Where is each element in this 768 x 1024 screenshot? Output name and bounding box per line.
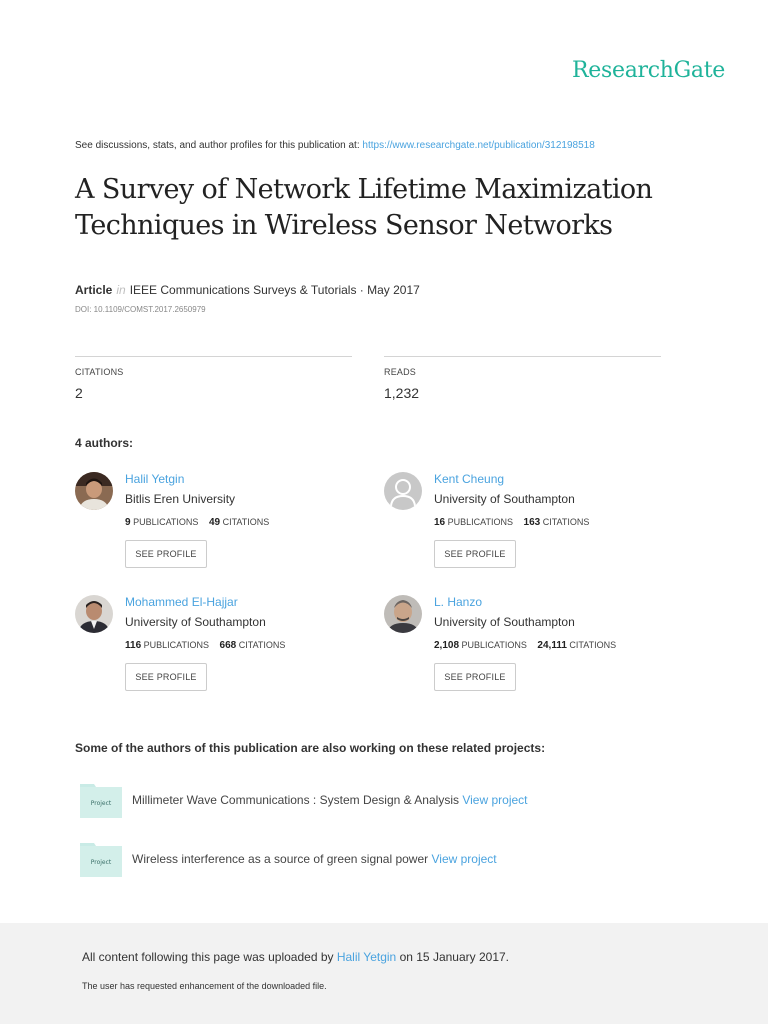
default-avatar-icon <box>384 472 422 510</box>
project-title: Wireless interference as a source of green signal power <box>132 852 429 866</box>
author-institution: Bitlis Eren University <box>125 492 236 506</box>
author-institution: University of Southampton <box>125 615 266 629</box>
citations-count: 24,111 <box>537 640 567 651</box>
uploader-link[interactable]: Halil Yetgin <box>336 950 397 964</box>
citations-value: 2 <box>75 385 83 401</box>
reads-value: 1,232 <box>384 385 420 401</box>
author-stats <box>434 640 616 651</box>
upload-prefix: All content following this page was uploaded by <box>82 950 334 964</box>
see-profile-button[interactable]: SEE PROFILE <box>125 663 207 691</box>
avatar[interactable] <box>75 472 113 510</box>
publications-label: PUBLICATIONS <box>461 640 527 650</box>
author-card <box>75 595 375 705</box>
author-institution: University of Southampton <box>434 615 575 629</box>
reads-label: READS <box>384 367 417 377</box>
publication-type: Article <box>75 283 113 297</box>
view-project-link[interactable]: View project <box>462 793 528 807</box>
citations-label: CITATIONS <box>222 517 270 527</box>
publications-count: 9 <box>125 517 131 528</box>
author-name[interactable]: Kent Cheung <box>434 472 505 486</box>
publication-link[interactable]: https://www.researchgate.net/publication/312198518 <box>362 140 595 151</box>
citations-label: CITATIONS <box>75 367 124 377</box>
citations-count: 668 <box>219 640 237 651</box>
author-card <box>384 472 684 582</box>
upload-suffix: on 15 January 2017. <box>399 950 509 964</box>
upload-footer <box>0 923 768 1024</box>
author-photo-icon <box>75 472 113 510</box>
researchgate-logo[interactable]: ResearchGate <box>572 58 725 83</box>
citations-label: CITATIONS <box>238 640 286 650</box>
folder-label: Project <box>90 859 112 866</box>
citations-label: CITATIONS <box>542 517 590 527</box>
folder-label: Project <box>90 800 112 807</box>
author-card <box>384 595 684 705</box>
publications-label: PUBLICATIONS <box>133 517 199 527</box>
project-item <box>80 841 680 877</box>
project-text <box>132 852 497 866</box>
author-card <box>75 472 375 582</box>
discussion-line <box>75 140 595 151</box>
publications-label: PUBLICATIONS <box>143 640 210 650</box>
author-photo-icon <box>384 595 422 633</box>
publications-count: 116 <box>125 640 142 651</box>
request-note: The user has requested enhancement of the downloaded file. <box>82 981 327 991</box>
upload-info <box>82 950 509 964</box>
project-folder-icon <box>80 841 122 877</box>
publication-meta <box>75 283 420 297</box>
citations-count: 49 <box>208 517 221 528</box>
project-item <box>80 782 680 818</box>
avatar[interactable] <box>384 472 422 510</box>
reads-divider <box>384 356 661 357</box>
author-stats <box>125 640 285 651</box>
project-text <box>132 793 528 807</box>
author-photo-icon <box>75 595 113 633</box>
citations-label: CITATIONS <box>569 640 617 650</box>
publication-doi: DOI: 10.1109/COMST.2017.2650979 <box>75 305 206 314</box>
publications-count: 2,108 <box>434 640 460 651</box>
avatar[interactable] <box>75 595 113 633</box>
citations-divider <box>75 356 352 357</box>
author-institution: University of Southampton <box>434 492 575 506</box>
view-project-link[interactable]: View project <box>431 852 497 866</box>
in-word: in <box>116 283 126 297</box>
author-stats <box>434 517 589 528</box>
discussion-text: See discussions, stats, and author profiles for this publication at: <box>75 140 360 151</box>
author-name[interactable]: Halil Yetgin <box>125 472 185 486</box>
publication-venue[interactable]: IEEE Communications Surveys & Tutorials · May 2017 <box>129 283 420 297</box>
project-folder-icon <box>80 782 122 818</box>
see-profile-button[interactable]: SEE PROFILE <box>434 540 516 568</box>
project-title: Millimeter Wave Communications : System Design & Analysis <box>132 793 459 807</box>
publications-label: PUBLICATIONS <box>447 517 513 527</box>
publication-title: A Survey of Network Lifetime Maximization Techniques in Wireless Sensor Networks <box>75 174 653 241</box>
author-name[interactable]: L. Hanzo <box>434 595 483 609</box>
authors-heading: 4 authors: <box>75 436 134 450</box>
avatar[interactable] <box>384 595 422 633</box>
see-profile-button[interactable]: SEE PROFILE <box>434 663 516 691</box>
citations-count: 163 <box>523 517 541 528</box>
publications-count: 16 <box>434 517 446 528</box>
see-profile-button[interactable]: SEE PROFILE <box>125 540 207 568</box>
author-stats <box>125 517 269 528</box>
author-name[interactable]: Mohammed El-Hajjar <box>125 595 238 609</box>
projects-heading: Some of the authors of this publication are also working on these related projects: <box>75 741 546 755</box>
